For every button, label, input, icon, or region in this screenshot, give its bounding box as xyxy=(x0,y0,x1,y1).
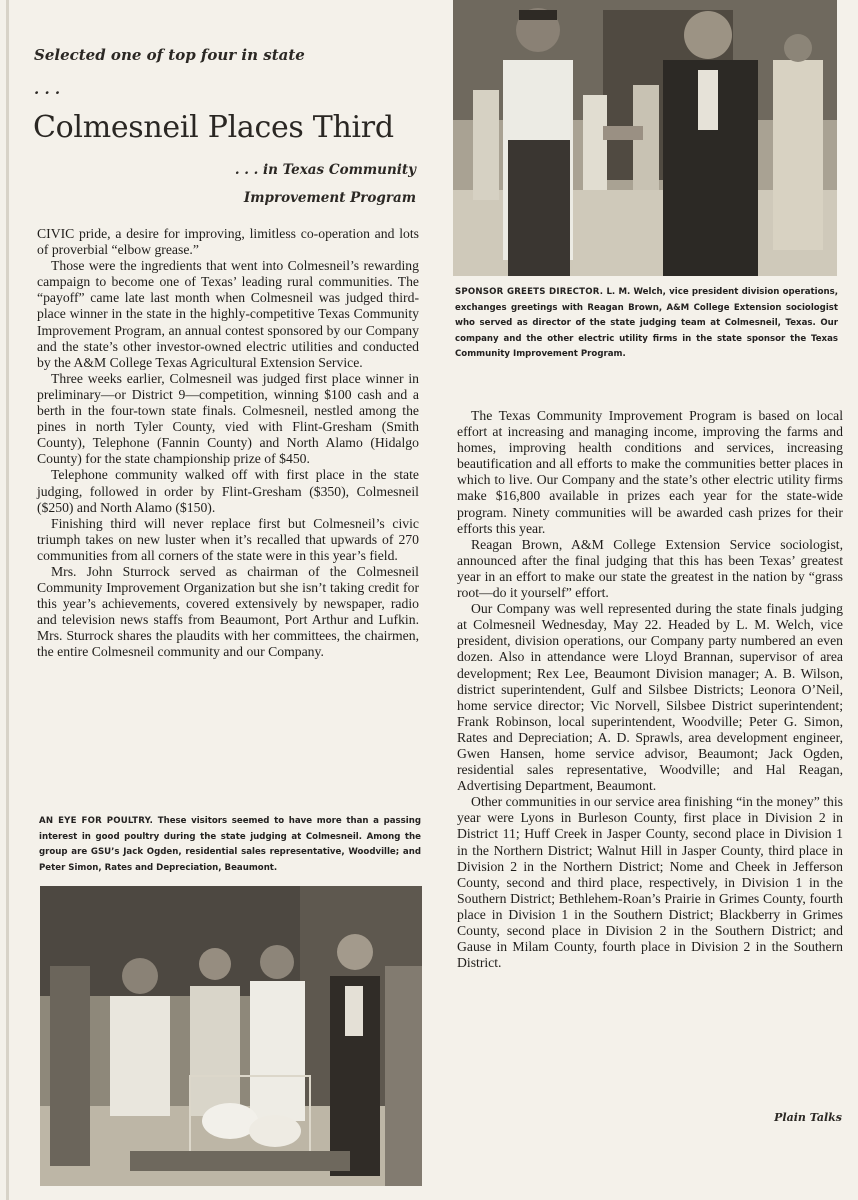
publication-footer: Plain Talks xyxy=(774,1111,842,1124)
caption-top-lead: SPONSOR GREETS DIRECTOR. xyxy=(455,287,604,297)
article-deck: . . . in Texas Community Improvement Program xyxy=(234,162,416,206)
caption-bottom xyxy=(39,814,421,876)
article-kicker: Selected one of top four in state . . . xyxy=(34,46,305,98)
photo-illustration xyxy=(453,0,837,276)
caption-top-text: L. M. Welch, vice president division operations, exchanges greetings with Reagan Brown, A&M College Extension sociologist who served as director of the state judging team at Colmesneil, Texas. Our company and the other electric utility firms in the state sponsor the Texas Community Improvement Program. xyxy=(455,287,838,360)
caption-top xyxy=(455,285,838,363)
article-headline: Colmesneil Places Third xyxy=(33,110,394,145)
body-paragraph: Other communities in our service area finishing “in the money” this year were Lyons in Burleson County, first place in Division 2 in District 11; Huff Creek in Jasper County, second place in Division 1 in the Northern District; Walnut Hill in Jasper County, third place in Division 2 in the Northern District; Nome and Cheek in Jefferson County, second and third place, respectively, in Division 1 in the Southern District; Bethlehem-Roan’s Prairie in Grimes County, fourth place in Division 1 in the Southern District; Blackberry in Grimes County, second place in Division 2 in the Southern District; and Gause in Milam County, fourth place in Division 2 in the Southern District. xyxy=(457,794,843,971)
body-paragraph: Finishing third will never replace first but Colmesneil’s civic triumph takes on new luster when it’s recalled that upwards of 270 communities from all corners of the state were in this year’s field. xyxy=(37,515,419,563)
body-paragraph: The Texas Community Improvement Program is based on local effort at increasing and managing income, improving the farms and homes, improving health conditions and services, increasing beautification and all efforts to make the communities better places in which to live. Our Company and the state’s other electric utility firms make $16,800 available in prizes each year for the state-wide program. Ninety communities will be awarded cash prizes for their efforts this year. xyxy=(457,408,843,536)
caption-bottom-lead: AN EYE FOR POULTRY. xyxy=(39,816,154,826)
body-paragraph: Reagan Brown, A&M College Extension Service sociologist, announced after the final judging that this has been Texas’ greatest year in an effort to make our state the greatest in the nation by “grass root—do it yourself” effort. xyxy=(457,536,843,601)
body-paragraph: CIVIC pride, a desire for improving, limitless co-operation and lots of proverbial “elbow grease.” xyxy=(37,226,419,258)
body-paragraph: Our Company was well represented during the state finals judging at Colmesneil Wednesday, May 22. Headed by L. M. Welch, vice president, division operations, our Company party numbered an even dozen. Also in attendance were Lloyd Brannan, supervisor of area development; Rex Lee, Beaumont Division manager; A. B. Wilson, district superintendent, Gulf and Silsbee Districts; Leonora O’Neil, home service director; Vic Norvell, Silsbee District superintendent; Frank Robinson, local superintendent, Woodville; Peter G. Simon, Rates and Depreciation; A. D. Sprawls, area development engineer, Gwen Hansen, home service advisor, Beaumont; Jack Ogden, residential sales representative, Woodville; and Hal Reagan, Advertising Department, Beaumont. xyxy=(457,601,843,794)
body-paragraph: Telephone community walked off with first place in the state judging, followed in order by Flint-Gresham ($350), Colmesneil ($250) and North Alamo ($150). xyxy=(37,467,419,515)
photo-sponsor-greets-director xyxy=(453,0,837,276)
caption-bottom-text: These visitors seemed to have more than a passing interest in good poultry during the state judging at Colmesneil. Among the group are GSU’s Jack Ogden, residential sales representative, Woodville; and Peter Simon, Rates and Depreciation, Beaumont. xyxy=(39,816,421,873)
body-paragraph: Three weeks earlier, Colmesneil was judged first place winner in preliminary—or District 9—competition, winning $100 cash and a berth in the four-town state finals. Colmesneil, nestled among the pines in north Tyler County, vied with Flint-Gresham (Smith County), Telephone (Fannin County) and North Alamo (Hidalgo County) for the state championship prize of $450. xyxy=(37,370,419,467)
body-paragraph: Mrs. John Sturrock served as chairman of the Colmesneil Community Improvement Organization but she isn’t taking credit for this year’s achievements, covered extensively by newspaper, radio and television news staffs from Beaumont, Port Arthur and Lufkin. Mrs. Sturrock shares the plaudits with her committees, the chairmen, the entire Colmesneil community and our Company. xyxy=(37,563,419,660)
body-column-left xyxy=(37,226,419,661)
body-column-right xyxy=(457,408,843,971)
body-paragraph: Those were the ingredients that went into Colmesneil’s rewarding campaign to become one of Texas’ leading rural communities. The “payoff” came late last month when Colmesneil was judged third-place winner in the state in the highly-competitive Texas Community Improvement Program, an annual contest sponsored by our Company and the state’s other investor-owned electric utilities and conducted by the A&M College Texas Agricultural Extension Service. xyxy=(37,258,419,370)
page-edge xyxy=(6,0,9,1200)
photo-illustration xyxy=(40,886,422,1186)
photo-eye-for-poultry xyxy=(40,886,422,1186)
